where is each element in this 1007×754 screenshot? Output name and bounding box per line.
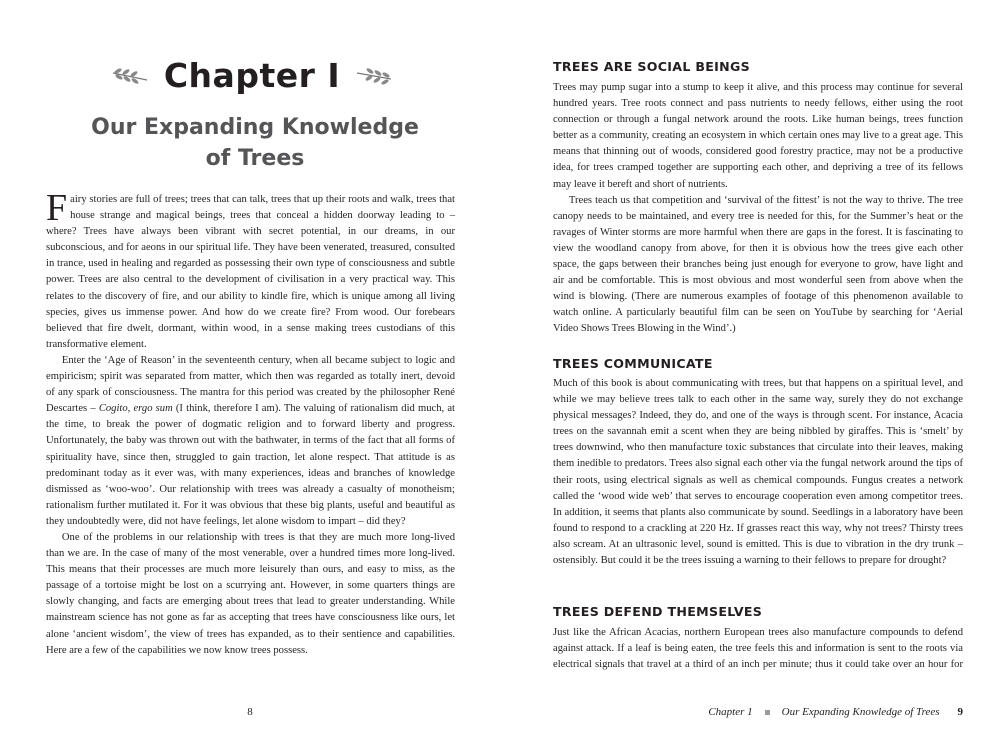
paragraph-text: One of the problems in our relationship with trees is that they are much more long-lived than we are. In the case of many of the most venerable, over a hundred times more long-lived. This means that their processes are much more leisurely than ours, and easy to miss, as the passage of a tortoise might be lost on a scurrying ant. However, in some quarters things are slowly changing, and facts are emerging about trees that lead to greater understanding. While mainstream science has not gone as far as accepting that trees have consciousness like ours, let alone ‘ancient wisdom’, the view of trees has expanded, as to their sentience and capabilities. Here are a few of the capabilities we now know trees possess. xyxy=(46,531,455,656)
leaf-sprig-icon xyxy=(110,65,150,87)
page-number: 9 xyxy=(957,706,963,718)
paragraph xyxy=(46,187,455,353)
footer-title: Our Expanding Knowledge of Trees xyxy=(781,706,940,718)
chapter-subtitle xyxy=(40,112,470,174)
section-body xyxy=(553,376,963,569)
chapter-title: Chapter I xyxy=(163,56,341,95)
paragraph: Just like the African Acacias, northern European trees also manufacture compounds to defend against attack. If a leaf is being eaten, the tree feels this and information is sent to the roots via electrical signals that travel at a third of an inch per minute; thus it could take over an hour for xyxy=(553,627,963,671)
left-page xyxy=(0,0,503,754)
paragraph: Much of this book is about communicating with trees, but that happens on a spiritual level, and while we may believe trees talk to each other in the same way, surely they do not exchange physical messages? Indeed, they do, and one of the ways is through scent. For instance, Acacia trees on the savannah emit a scent when they are being nibbled by giraffes. This is ‘smelt’ by trees downwind, who then manufacture toxic substances that circulate into their leaves, making them inedible to predators. Trees also signal each other via the fungal network around the tips of their roots, using electrical signals as well as chemical compounds. Fungus creates a network called the ‘wood wide web’ that serves to encourage cooperation even among competitor trees. In addition, it seems that plants also communicate by sound. Seedlings in a laboratory have been found to respond to a crackling at 220 Hz. If grasses react this way, why not trees? Thirsty trees also scream. At an ultrasonic level, sound is emitted. This is due to vibration in the dry trunk – ostensibly. But could it be the trees issuing a warning to their fellows to prepare for drought? xyxy=(553,378,963,567)
paragraph: Trees may pump sugar into a stump to keep it alive, and this process may continue for several hundred years. Tree roots connect and pass nutrients to needy fellows, either using the root connection or through a fungal network around the roots. Like human beings, trees function better as a community, creating an ecosystem in which certain ones may live to a great age. This means that thinning out of woods, considered good forestry practice, may not be a productive idea, for trees cramped together are supporting each other, and depriving a tree of its fellows may leave it bereft and short of nutrients. xyxy=(553,82,963,190)
footer-chapter: Chapter 1 xyxy=(708,706,753,718)
running-footer xyxy=(708,706,963,718)
chapter-heading xyxy=(96,56,408,96)
latin-phrase: Cogito, ergo sum xyxy=(98,403,173,415)
left-body-text xyxy=(46,187,455,659)
paragraph xyxy=(46,353,455,530)
paragraph-text: (I think, therefore I am). The valuing of rationalism did much, at the time, to break the power of dogmatic religion and to forward liberty and progress. Unfortunately, the baby was thrown out with the bathwater, in terms of the fact that all forms of spirituality have, since then, struggled to gain traction, let alone respect. That attitude is as predominant today as it ever was, with many experiences, ideas and branches of knowledge dismissed as ‘woo-woo’. Our relationship with trees was already a casualty of monotheism; rationalism further mutilated it. For it was obvious that these big plants, useful and beautiful as they undoubtedly were, did not have feelings, let alone wisdom to impart – did they? xyxy=(46,403,455,527)
drop-cap: F xyxy=(46,187,68,229)
paragraph: Trees teach us that competition and ‘survival of the fittest’ is not the way to thrive. The tree canopy needs to be maintained, and every tree is needed for this, for the Summer’s heat or the ravages of Winter storms are more harmful when there are gaps in the forest. It is fascinating to view the woodland canopy from above, for then it is obvious how the trees give each other space, the gaps between their branches being just enough for everyone to grow, have light and air and be comfortable. This is most obvious and most wonderful seen from above when the wind is blowing. (There are numerous examples of footage of this phenomenon available to watch online. A particularly beautiful film can be seen on YouTube by searching for ‘Aerial Video Shows Trees Blowing in the Wind’.) xyxy=(553,194,963,335)
paragraph-text: Enter the ‘Age of Reason’ in the seventeenth century, when all became subject to logic and empiricism; spirit was separated from matter, which then was regarded as totally inert, devoid of any spark of consciousness. The mantra for this period was created by the philosopher René Descartes – xyxy=(46,354,455,415)
chapter-subtitle-line: Our Expanding Knowledge xyxy=(91,115,419,140)
section-heading: TREES COMMUNICATE xyxy=(553,356,713,371)
section-heading: TREES ARE SOCIAL BEINGS xyxy=(553,59,750,74)
section-body xyxy=(553,80,963,338)
leaf-sprig-icon xyxy=(354,65,394,87)
page-number: 8 xyxy=(247,706,253,718)
square-bullet-icon xyxy=(765,710,770,715)
paragraph-text: airy stories are full of trees; trees that can talk, trees that up their roots and walk, trees that house strange and magical beings, trees that conceal a hidden doorway leading to – where? Trees have always been vibrant with secret potential, in our dreams, in our subconscious, and for aeons in our spiritual life. They have been venerated, treasured, consulted in trance, used in healing and regarded as possessing their own type of consciousness and subtle power. Trees are also central to the development of civilisation in a very practical way. This relates to the discovery of fire, and our ability to kindle fire, which is unique among all living species, gives us immense power. And how do we create fire? From wood. Our forebears believed that fire dwelt, dormant, within wood, in a sense making trees custodians of this transformative element. xyxy=(46,194,455,350)
section-heading: TREES DEFEND THEMSELVES xyxy=(553,604,763,619)
section-body xyxy=(553,625,963,673)
chapter-subtitle-line: of Trees xyxy=(205,146,305,171)
paragraph xyxy=(46,530,455,659)
